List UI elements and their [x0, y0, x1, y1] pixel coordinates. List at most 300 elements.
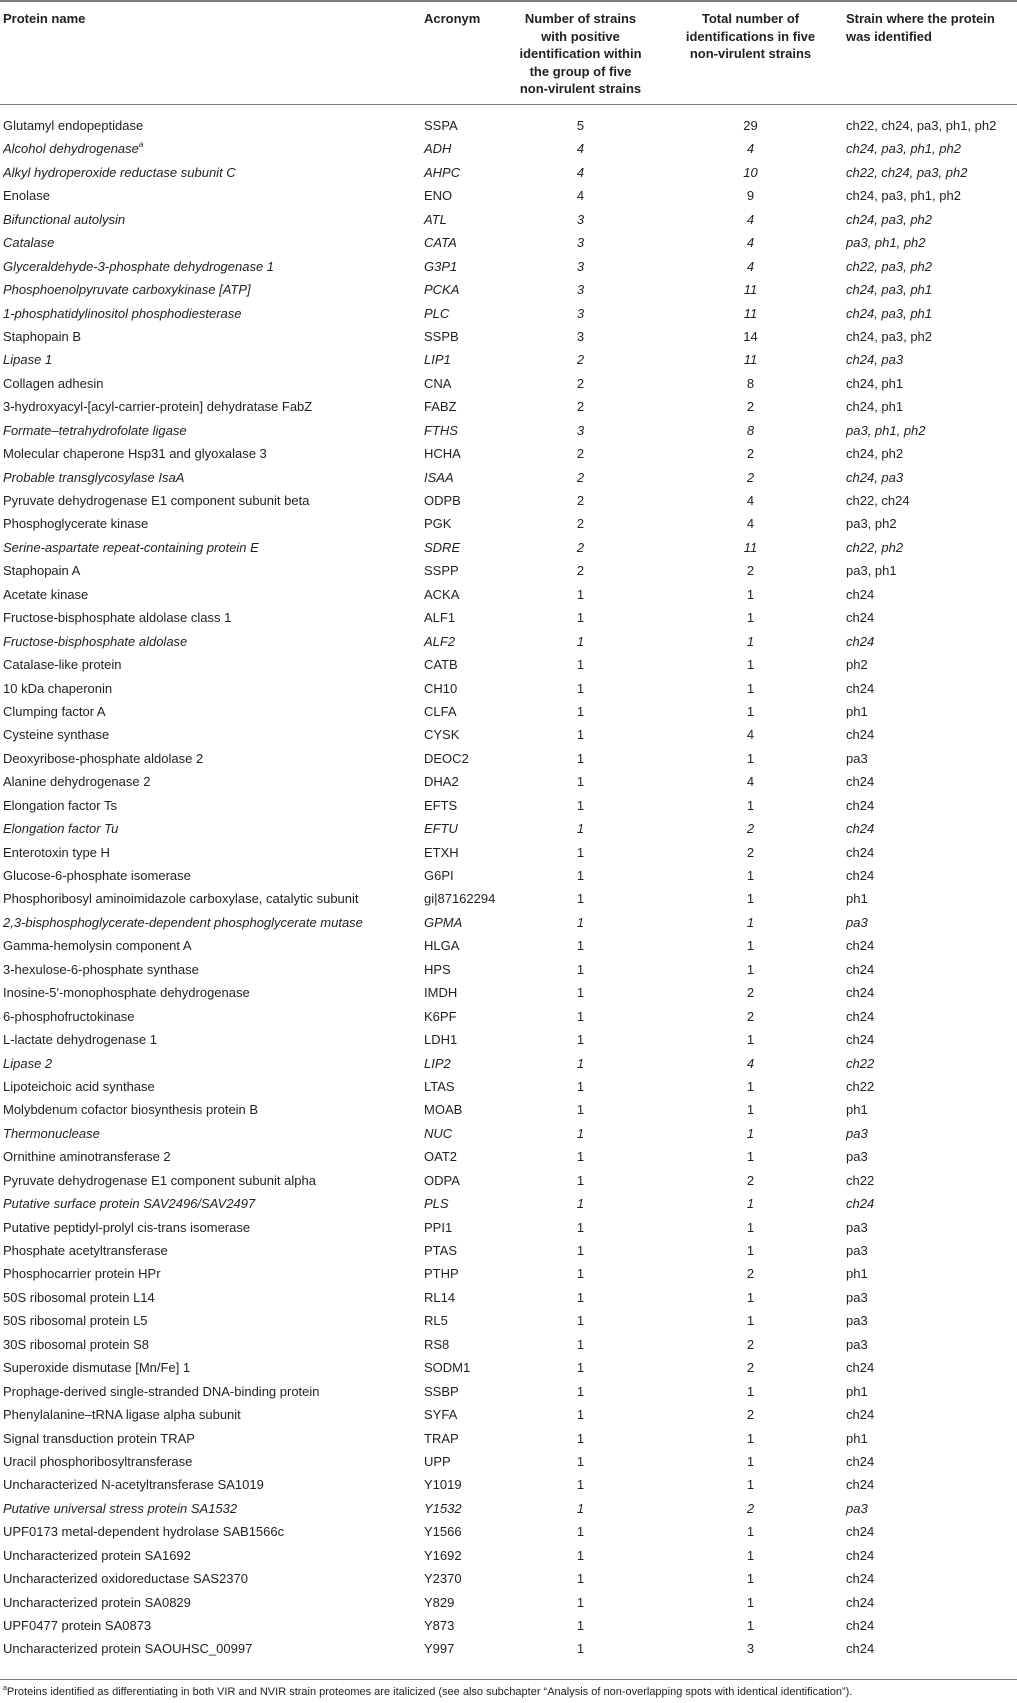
cell-acronym: DHA2 — [424, 774, 459, 790]
cell-total-identifications: 2 — [746, 1360, 755, 1376]
table-row — [0, 1005, 1017, 1028]
cell-acronym: GPMA — [424, 914, 463, 930]
cell-number-of-strains: 3 — [576, 235, 585, 251]
cell-number-of-strains: 2 — [576, 563, 585, 579]
cell-total-identifications: 2 — [746, 1407, 755, 1423]
cell-protein-name: Inosine-5′-monophosphate dehydrogenase — [3, 985, 250, 1001]
cell-total-identifications: 2 — [746, 399, 755, 415]
cell-protein-name: Serine-aspartate repeat-containing protein E — [3, 539, 259, 555]
cell-total-identifications: 1 — [746, 1453, 755, 1469]
cell-strains: ch24 — [846, 610, 875, 626]
cell-number-of-strains: 1 — [576, 1289, 585, 1305]
cell-number-of-strains: 1 — [576, 797, 585, 813]
cell-number-of-strains: 1 — [576, 727, 585, 743]
cell-acronym: SSPP — [424, 563, 459, 579]
header-protein-name: Protein name — [3, 11, 86, 26]
cell-strains: ch24, pa3, ph1, ph2 — [846, 188, 961, 204]
cell-strains: ch24 — [846, 1360, 875, 1376]
cell-protein-name: Lipase 2 — [3, 1055, 53, 1071]
table-row — [0, 1380, 1017, 1403]
cell-total-identifications: 1 — [746, 1078, 755, 1094]
table-row — [0, 559, 1017, 582]
cell-number-of-strains: 1 — [576, 1477, 585, 1493]
cell-acronym: ADH — [424, 141, 452, 157]
cell-acronym: ACKA — [424, 586, 460, 602]
cell-strains: ch24 — [846, 985, 875, 1001]
cell-strains: ch22 — [846, 1055, 875, 1071]
cell-total-identifications: 1 — [746, 1618, 755, 1633]
cell-acronym: SYFA — [424, 1407, 458, 1423]
cell-number-of-strains: 1 — [576, 1360, 585, 1376]
table-footnote — [3, 1685, 852, 1699]
cell-number-of-strains: 1 — [576, 657, 585, 673]
cell-total-identifications: 1 — [746, 914, 755, 930]
cell-acronym: CLFA — [424, 703, 457, 719]
cell-total-identifications: 29 — [743, 118, 758, 133]
cell-number-of-strains: 1 — [576, 680, 585, 696]
cell-strains: ch22, ph2 — [846, 539, 904, 555]
cell-number-of-strains: 2 — [576, 516, 585, 532]
cell-protein-name: Catalase — [3, 235, 55, 251]
cell-strains: ch24, pa3, ph1 — [846, 282, 933, 298]
cell-number-of-strains: 3 — [576, 258, 585, 274]
table-row — [0, 958, 1017, 981]
table-row — [0, 583, 1017, 606]
table-row — [0, 372, 1017, 395]
cell-number-of-strains: 4 — [576, 164, 585, 180]
cell-number-of-strains: 1 — [576, 1500, 585, 1516]
cell-total-identifications: 1 — [746, 680, 755, 696]
header-acronym: Acronym — [424, 11, 481, 26]
table-row — [0, 395, 1017, 418]
cell-acronym: RS8 — [424, 1336, 450, 1352]
table-row — [0, 1262, 1017, 1285]
cell-acronym: PGK — [424, 516, 452, 532]
cell-number-of-strains: 1 — [576, 891, 585, 907]
cell-acronym: CYSK — [424, 727, 460, 743]
cell-strains: pa3 — [846, 1500, 868, 1516]
cell-number-of-strains: 1 — [576, 985, 585, 1001]
cell-protein-name: 30S ribosomal protein S8 — [3, 1336, 149, 1352]
table-row — [0, 934, 1017, 957]
cell-protein-name: Probable transglycosylase IsaA — [3, 469, 185, 485]
cell-acronym: G3P1 — [424, 258, 458, 274]
table-row — [0, 489, 1017, 512]
cell-total-identifications: 2 — [746, 446, 755, 462]
cell-total-identifications: 4 — [746, 727, 755, 743]
cell-protein-name: Phosphoenolpyruvate carboxykinase [ATP] — [3, 282, 251, 298]
cell-strains: ch24 — [846, 844, 875, 860]
table-row — [0, 677, 1017, 700]
cell-number-of-strains: 1 — [576, 1266, 585, 1282]
cell-strains: pa3, ph1, ph2 — [846, 235, 926, 251]
cell-strains: ch24 — [846, 1524, 875, 1540]
cell-strains: ch24, ph1 — [846, 399, 904, 415]
cell-number-of-strains: 1 — [576, 1336, 585, 1352]
cell-number-of-strains: 1 — [576, 1383, 585, 1399]
table-row — [0, 348, 1017, 371]
cell-number-of-strains: 1 — [576, 586, 585, 602]
cell-acronym: OAT2 — [424, 1149, 457, 1165]
cell-acronym: CNA — [424, 375, 452, 391]
cell-number-of-strains: 1 — [576, 1618, 585, 1633]
cell-strains: ch24, pa3 — [846, 469, 904, 485]
cell-strains: pa3 — [846, 1219, 868, 1235]
cell-acronym: ODPA — [424, 1172, 460, 1188]
cell-strains: ch24, pa3, ph2 — [846, 328, 933, 344]
cell-strains: ph1 — [846, 1383, 868, 1399]
cell-number-of-strains: 1 — [576, 821, 585, 837]
cell-total-identifications: 1 — [746, 1430, 755, 1446]
cell-protein-name: Lipoteichoic acid synthase — [3, 1078, 155, 1094]
cell-acronym: CATA — [424, 235, 457, 251]
cell-protein-name: Alcohol dehydrogenase$^a$ — [3, 140, 144, 157]
cell-acronym: LIP1 — [424, 352, 451, 368]
cell-number-of-strains: 1 — [576, 868, 585, 883]
cell-total-identifications: 1 — [746, 586, 755, 602]
cell-total-identifications: 1 — [746, 1383, 755, 1399]
cell-number-of-strains: 1 — [576, 1032, 585, 1048]
table-row — [0, 1333, 1017, 1356]
cell-number-of-strains: 2 — [576, 399, 585, 415]
cell-acronym: HCHA — [424, 446, 461, 462]
cell-number-of-strains: 1 — [576, 1149, 585, 1165]
table-row — [0, 700, 1017, 723]
cell-number-of-strains: 1 — [576, 1102, 585, 1118]
cell-protein-name: Putative peptidyl-prolyl cis-trans isomerase — [3, 1219, 251, 1235]
cell-strains: ph1 — [846, 1102, 868, 1118]
cell-acronym: LDH1 — [424, 1032, 458, 1048]
table-row — [0, 1075, 1017, 1098]
cell-total-identifications: 1 — [746, 1125, 755, 1141]
cell-number-of-strains: 3 — [576, 422, 585, 438]
cell-protein-name: Molecular chaperone Hsp31 and glyoxalase 3 — [3, 446, 267, 462]
table-row — [0, 278, 1017, 301]
cell-total-identifications: 4 — [746, 1055, 755, 1071]
cell-protein-name: Uracil phosphoribosyltransferase — [3, 1453, 193, 1469]
cell-protein-name: Staphopain A — [3, 563, 81, 579]
table-row — [0, 1122, 1017, 1145]
cell-total-identifications: 11 — [743, 305, 758, 321]
cell-number-of-strains: 1 — [576, 844, 585, 860]
cell-total-identifications: 2 — [746, 469, 755, 485]
cell-strains: ch24 — [846, 1547, 875, 1563]
cell-total-identifications: 2 — [746, 985, 755, 1001]
cell-total-identifications: 2 — [746, 1172, 755, 1188]
cell-total-identifications: 1 — [746, 1032, 755, 1048]
cell-total-identifications: 1 — [746, 1289, 755, 1305]
header-strain: Strain where the protein was identified — [846, 11, 995, 44]
cell-strains: ch24 — [846, 1594, 875, 1610]
cell-protein-name: Pyruvate dehydrogenase E1 component subunit alpha — [3, 1172, 316, 1188]
cell-number-of-strains: 2 — [576, 446, 585, 462]
cell-strains: ch24 — [846, 1618, 875, 1633]
cell-protein-name: Phosphoribosyl aminoimidazole carboxylase, catalytic subunit — [3, 891, 359, 907]
cell-acronym: CH10 — [424, 680, 458, 696]
table-row — [0, 653, 1017, 676]
cell-acronym: Y997 — [424, 1641, 455, 1657]
cell-total-identifications: 1 — [746, 1196, 755, 1212]
cell-protein-name: Alanine dehydrogenase 2 — [3, 774, 151, 790]
cell-protein-name: Fructose-bisphosphate aldolase — [3, 633, 188, 649]
cell-total-identifications: 10 — [743, 164, 758, 180]
table-row — [0, 747, 1017, 770]
table-row — [0, 137, 1017, 160]
cell-strains: ch24 — [846, 797, 875, 813]
table-row — [0, 208, 1017, 231]
cell-number-of-strains: 3 — [576, 328, 585, 344]
cell-acronym: UPP — [424, 1453, 451, 1469]
cell-acronym: CATB — [424, 657, 458, 673]
cell-protein-name: Catalase-like protein — [3, 657, 122, 673]
cell-strains: pa3 — [846, 1336, 868, 1352]
cell-acronym: Y873 — [424, 1618, 455, 1633]
table-top-rule — [0, 0, 1017, 2]
table-row — [0, 1497, 1017, 1520]
cell-protein-name: Elongation factor Tu — [3, 821, 119, 837]
cell-total-identifications: 1 — [746, 750, 755, 766]
cell-strains: ch24 — [846, 961, 875, 977]
cell-protein-name: Gamma-hemolysin component A — [3, 938, 192, 954]
cell-strains: pa3 — [846, 1125, 868, 1141]
cell-protein-name: Phosphocarrier protein HPr — [3, 1266, 161, 1282]
table-row — [0, 1216, 1017, 1239]
footnote-text: Proteins identified as differentiating in both VIR and NVIR strain proteomes are italicized (see also subchapter “Analysis of non-overlapping spots with identical identification”). — [6, 1686, 853, 1698]
cell-acronym: PPI1 — [424, 1219, 453, 1235]
cell-strains: ch22, ch24, pa3, ph1, ph2 — [846, 118, 997, 133]
cell-number-of-strains: 4 — [576, 141, 585, 157]
cell-total-identifications: 4 — [746, 493, 755, 508]
table-row — [0, 255, 1017, 278]
cell-total-identifications: 1 — [746, 891, 755, 907]
cell-strains: ch24 — [846, 680, 875, 696]
cell-protein-name: 50S ribosomal protein L14 — [3, 1289, 155, 1305]
table-row — [0, 161, 1017, 184]
cell-strains: ch24, ph2 — [846, 446, 904, 462]
table-row — [0, 1239, 1017, 1262]
cell-acronym: Y2370 — [424, 1571, 462, 1587]
cell-number-of-strains: 1 — [576, 1641, 585, 1657]
cell-number-of-strains: 1 — [576, 1430, 585, 1446]
cell-strains: ph1 — [846, 703, 868, 719]
cell-protein-name: Glucose-6-phosphate isomerase — [3, 868, 191, 883]
cell-strains: ph1 — [846, 1266, 868, 1282]
cell-total-identifications: 14 — [743, 328, 758, 344]
table-row — [0, 1286, 1017, 1309]
cell-strains: ch22 — [846, 1078, 875, 1094]
cell-protein-name: Staphopain B — [3, 328, 82, 344]
cell-total-identifications: 1 — [746, 1571, 755, 1587]
cell-strains: ch24 — [846, 1407, 875, 1423]
cell-total-identifications: 1 — [746, 1594, 755, 1610]
cell-total-identifications: 2 — [746, 821, 755, 837]
table-row — [0, 841, 1017, 864]
cell-total-identifications: 2 — [746, 844, 755, 860]
table-row — [0, 512, 1017, 535]
cell-total-identifications: 4 — [746, 774, 755, 790]
cell-protein-name: Acetate kinase — [3, 586, 89, 602]
cell-total-identifications: 1 — [746, 1102, 755, 1118]
cell-protein-name: 10 kDa chaperonin — [3, 680, 113, 696]
cell-acronym: IMDH — [424, 985, 458, 1001]
cell-strains: pa3 — [846, 1149, 868, 1165]
cell-protein-name: Phenylalanine–tRNA ligase alpha subunit — [3, 1407, 241, 1423]
table-row — [0, 1450, 1017, 1473]
table-row — [0, 1637, 1017, 1660]
table-row — [0, 1145, 1017, 1168]
cell-total-identifications: 1 — [746, 961, 755, 977]
cell-protein-name: Superoxide dismutase [Mn/Fe] 1 — [3, 1360, 191, 1376]
cell-total-identifications: 1 — [746, 703, 755, 719]
cell-strains: ch24 — [846, 1453, 875, 1469]
header-rule — [0, 104, 1017, 105]
table-row — [0, 302, 1017, 325]
cell-number-of-strains: 1 — [576, 1313, 585, 1329]
table-row — [0, 1169, 1017, 1192]
table-row — [0, 1309, 1017, 1332]
cell-strains: pa3 — [846, 914, 868, 930]
table-row — [0, 630, 1017, 653]
cell-protein-name: Prophage-derived single-stranded DNA-binding protein — [3, 1383, 320, 1399]
cell-protein-name: UPF0477 protein SA0873 — [3, 1618, 152, 1633]
cell-strains: ch24 — [846, 1641, 875, 1657]
cell-acronym: NUC — [424, 1125, 453, 1141]
table-row — [0, 1052, 1017, 1075]
cell-number-of-strains: 3 — [576, 305, 585, 321]
table-row — [0, 887, 1017, 910]
cell-strains: ch24, ph1 — [846, 375, 904, 391]
cell-acronym: SODM1 — [424, 1360, 471, 1376]
header-total-identifications: Total number of identifications in five non-virulent strains — [685, 11, 816, 61]
cell-total-identifications: 4 — [746, 516, 755, 532]
cell-protein-name: Bifunctional autolysin — [3, 211, 126, 227]
cell-acronym: SSBP — [424, 1383, 459, 1399]
cell-acronym: HPS — [424, 961, 451, 977]
cell-protein-name: Lipase 1 — [3, 352, 53, 368]
cell-number-of-strains: 1 — [576, 1078, 585, 1094]
cell-acronym: ALF1 — [424, 610, 456, 626]
footnote-ref: a — [138, 140, 144, 150]
cell-strains: ch24 — [846, 821, 875, 837]
cell-strains: ch24 — [846, 868, 875, 883]
cell-acronym: PCKA — [424, 282, 460, 298]
cell-number-of-strains: 2 — [576, 469, 585, 485]
cell-protein-name: Clumping factor A — [3, 703, 106, 719]
cell-total-identifications: 1 — [746, 1243, 755, 1258]
cell-number-of-strains: 1 — [576, 1243, 585, 1258]
table-row — [0, 817, 1017, 840]
cell-number-of-strains: 1 — [576, 914, 585, 930]
cell-total-identifications: 1 — [746, 1524, 755, 1540]
cell-acronym: RL14 — [424, 1289, 456, 1305]
cell-acronym: EFTS — [424, 797, 458, 813]
cell-acronym: LIP2 — [424, 1055, 451, 1071]
table-row — [0, 606, 1017, 629]
table-body — [0, 114, 1017, 1661]
cell-acronym: ALF2 — [424, 633, 456, 649]
cell-acronym: PLS — [424, 1196, 449, 1212]
cell-acronym: HLGA — [424, 938, 460, 954]
cell-strains: ch24 — [846, 1571, 875, 1587]
cell-protein-name: 50S ribosomal protein L5 — [3, 1313, 148, 1329]
cell-protein-name: Collagen adhesin — [3, 375, 104, 391]
cell-total-identifications: 4 — [746, 258, 755, 274]
table-row — [0, 1028, 1017, 1051]
cell-strains: ch24 — [846, 774, 875, 790]
cell-acronym: Y829 — [424, 1594, 455, 1610]
table-row — [0, 466, 1017, 489]
cell-strains: ph2 — [846, 657, 868, 673]
cell-acronym: Y1019 — [424, 1477, 462, 1493]
cell-acronym: ETXH — [424, 844, 459, 860]
cell-strains: ch24, pa3, ph2 — [846, 211, 933, 227]
cell-strains: ch24 — [846, 586, 875, 602]
cell-protein-name: 2,3-bisphosphoglycerate-dependent phosphoglycerate mutase — [3, 914, 363, 930]
table-row — [0, 1520, 1017, 1543]
cell-acronym: Y1566 — [424, 1524, 462, 1540]
table-row — [0, 1591, 1017, 1614]
cell-total-identifications: 1 — [746, 1547, 755, 1563]
cell-total-identifications: 2 — [746, 1266, 755, 1282]
cell-acronym: Y1692 — [424, 1547, 462, 1563]
cell-acronym: TRAP — [424, 1430, 459, 1446]
cell-strains: ch24 — [846, 938, 875, 954]
cell-total-identifications: 1 — [746, 1149, 755, 1165]
cell-strains: ch24 — [846, 727, 875, 743]
table-row — [0, 1544, 1017, 1567]
cell-number-of-strains: 1 — [576, 703, 585, 719]
table-row — [0, 1567, 1017, 1590]
cell-protein-name: Ornithine aminotransferase 2 — [3, 1149, 171, 1165]
cell-number-of-strains: 1 — [576, 1453, 585, 1469]
cell-acronym: FTHS — [424, 422, 458, 438]
cell-protein-name: Cysteine synthase — [3, 727, 110, 743]
cell-strains: ch24 — [846, 1196, 875, 1212]
cell-acronym: PTHP — [424, 1266, 459, 1282]
cell-strains: ph1 — [846, 1430, 868, 1446]
cell-protein-name: 6-phosphofructokinase — [3, 1008, 135, 1024]
table-row — [0, 864, 1017, 887]
cell-acronym: SSPA — [424, 118, 458, 133]
table-row — [0, 231, 1017, 254]
cell-number-of-strains: 1 — [576, 1547, 585, 1563]
table-row — [0, 911, 1017, 934]
cell-acronym: PTAS — [424, 1243, 457, 1258]
table-row — [0, 184, 1017, 207]
cell-number-of-strains: 1 — [576, 1524, 585, 1540]
cell-number-of-strains: 1 — [576, 1172, 585, 1188]
cell-protein-name: UPF0173 metal-dependent hydrolase SAB1566c — [3, 1524, 285, 1540]
cell-total-identifications: 4 — [746, 211, 755, 227]
cell-protein-name: 3-hexulose-6-phosphate synthase — [3, 961, 199, 977]
cell-protein-name: Uncharacterized N-acetyltransferase SA1019 — [3, 1477, 264, 1493]
header-number-of-strains: Number of strains with positive identification within the group of five non-virulent strains — [519, 11, 642, 96]
cell-number-of-strains: 1 — [576, 610, 585, 626]
table-row — [0, 770, 1017, 793]
cell-total-identifications: 2 — [746, 563, 755, 579]
cell-strains: ch24 — [846, 1032, 875, 1048]
table-row — [0, 1192, 1017, 1215]
cell-number-of-strains: 1 — [576, 938, 585, 954]
cell-strains: ch24, pa3 — [846, 352, 904, 368]
cell-strains: pa3 — [846, 1289, 868, 1305]
cell-protein-name: Elongation factor Ts — [3, 797, 117, 813]
cell-strains: ch22, pa3, ph2 — [846, 258, 933, 274]
cell-number-of-strains: 2 — [576, 375, 585, 391]
cell-protein-name: Alkyl hydroperoxide reductase subunit C — [3, 164, 236, 180]
cell-protein-name: Glyceraldehyde-3-phosphate dehydrogenase 1 — [3, 258, 275, 274]
cell-acronym: AHPC — [424, 164, 461, 180]
